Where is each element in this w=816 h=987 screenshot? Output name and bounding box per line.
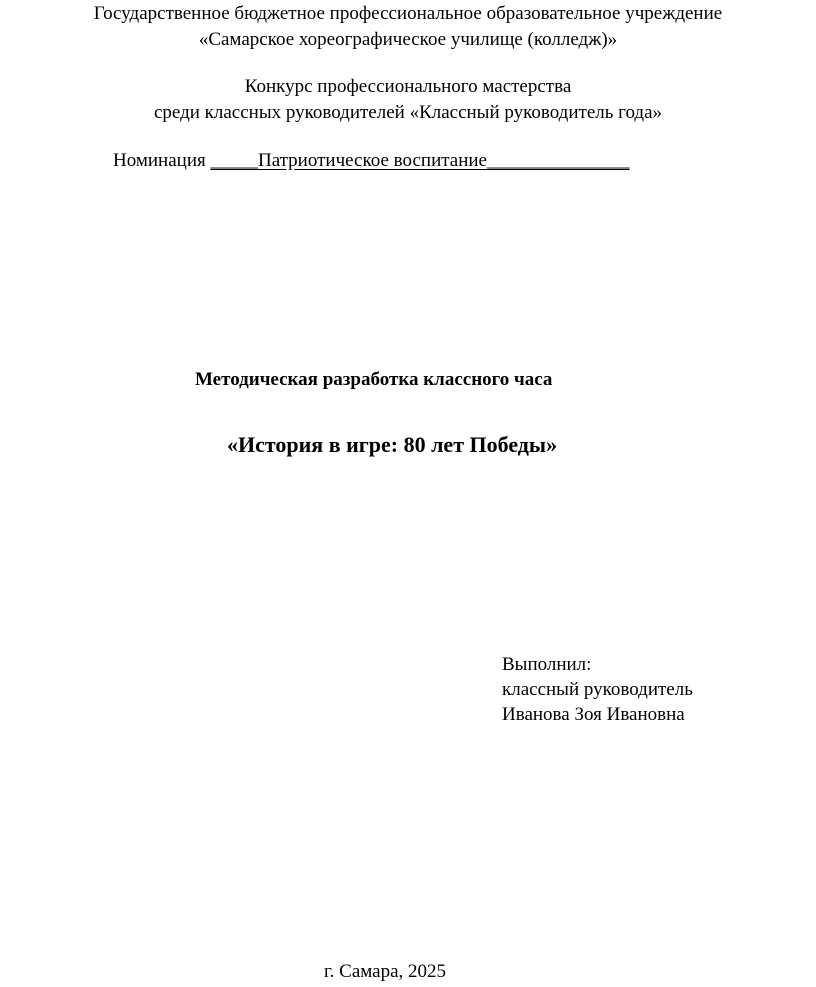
author-label: Выполнил:	[502, 654, 592, 675]
nomination-row	[113, 150, 629, 172]
nomination-value: _____Патриотическое воспитание_______________	[210, 150, 630, 171]
nomination-label: Номинация	[113, 150, 206, 171]
institution-line-1: Государственное бюджетное профессиональное образовательное учреждение	[93, 3, 723, 24]
institution-line-2: «Самарское хореографическое училище (колледж)»	[198, 29, 618, 50]
place-year: г. Самара, 2025	[324, 961, 447, 982]
contest-line-1: Конкурс профессионального мастерства	[244, 76, 572, 97]
author-role: классный руководитель	[502, 679, 693, 700]
main-title: «История в игре: 80 лет Победы»	[227, 432, 558, 457]
subtitle: Методическая разработка классного часа	[195, 369, 553, 390]
author-name: Иванова Зоя Ивановна	[502, 704, 685, 725]
contest-line-2: среди классных руководителей «Классный руководитель года»	[153, 102, 663, 123]
